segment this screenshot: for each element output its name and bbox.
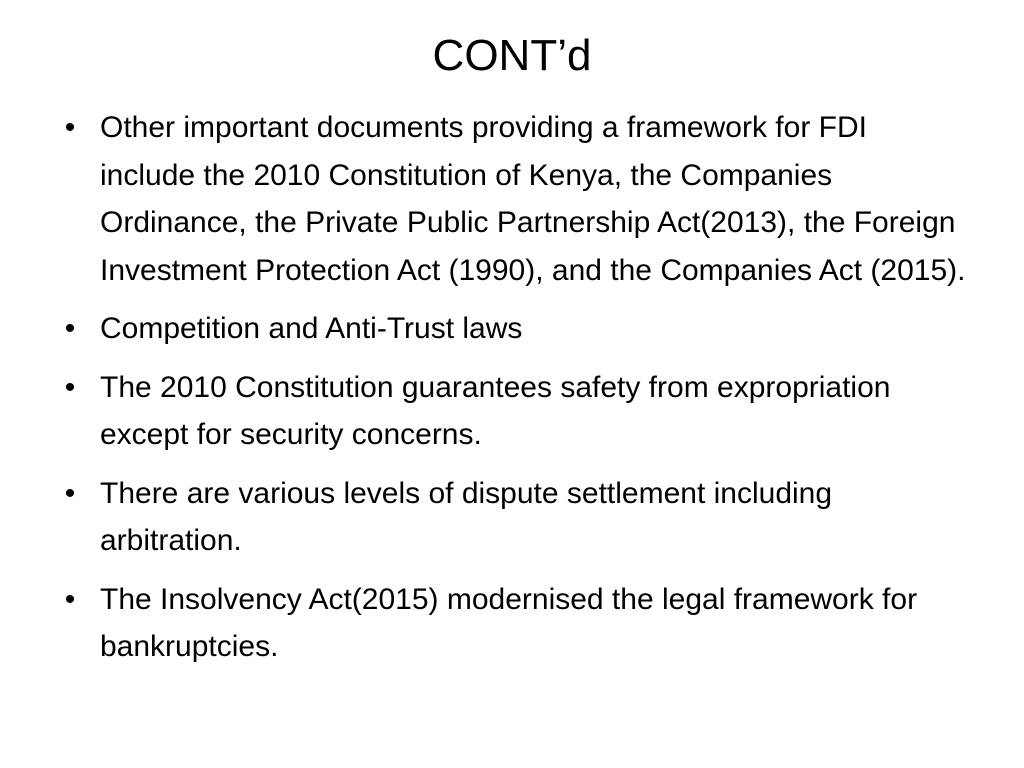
bullet-item (58, 470, 968, 565)
bullet-icon: • (64, 582, 76, 616)
bullet-item (58, 305, 968, 353)
bullet-text: The Insolvency Act(2015) modernised the legal framework for bankruptcies. (100, 582, 918, 663)
bullet-item (58, 364, 968, 459)
bullet-text: Other important documents providing a framework for FDI include the 2010 Constitution of Kenya, the Companies Ordinance, the Private Public Partnership Act(2013), the Foreign Investment Protection Act (1990), and the Companies Act (2015). (100, 111, 966, 287)
bullet-item (58, 576, 968, 671)
bullet-icon: • (64, 111, 76, 144)
bullet-text: There are various levels of dispute settlement including arbitration. (100, 476, 833, 557)
bullet-item (58, 104, 968, 294)
bullet-text: The 2010 Constitution guarantees safety from expropriation except for security concerns. (100, 370, 891, 451)
bullet-list (58, 104, 968, 682)
bullet-text: Competition and Anti-Trust laws (100, 312, 523, 345)
bullet-icon: • (64, 312, 76, 345)
bullet-icon: • (64, 370, 76, 404)
bullet-icon: • (64, 476, 76, 510)
slide-title: CONT’d (432, 31, 592, 80)
